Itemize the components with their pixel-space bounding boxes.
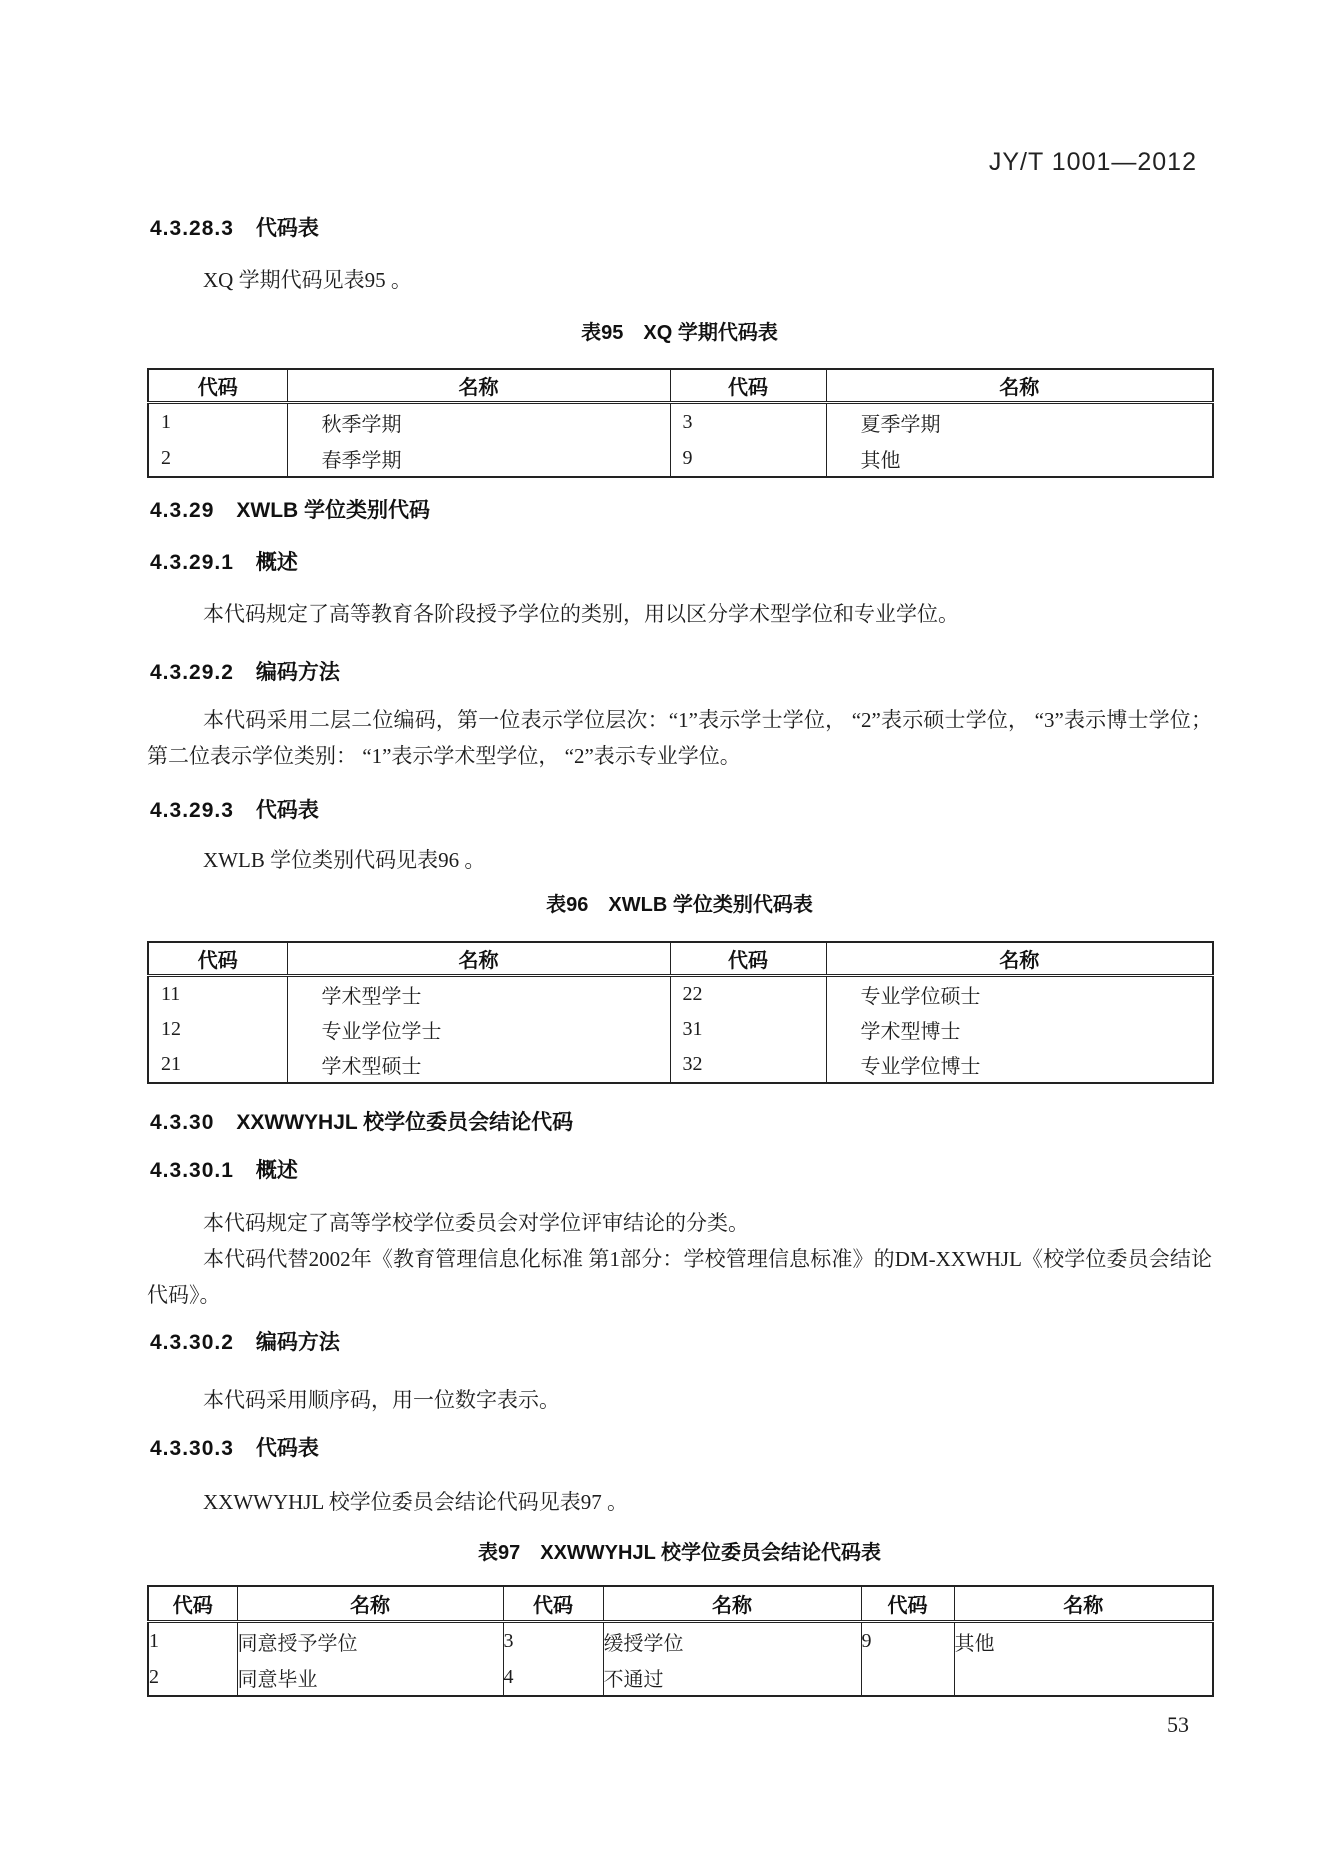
table97-cell: 同意毕业: [237, 1659, 503, 1696]
table95-cell: 秋季学期: [287, 403, 670, 441]
table97-header-cell: 名称: [954, 1586, 1213, 1622]
table96-cell: 22: [670, 976, 826, 1013]
section-number: 4.3.28.3: [150, 217, 234, 240]
table97-cell: 9: [861, 1622, 954, 1660]
section-number: 4.3.30.3: [150, 1437, 234, 1460]
table96-header-row: [148, 942, 1213, 976]
table96-header-cell: 名称: [826, 942, 1213, 976]
paragraph-coding-method-30: 本代码采用顺序码，用一位数字表示。: [203, 1388, 560, 1412]
table97-cell: 3: [503, 1622, 603, 1660]
table95-cell: 其他: [826, 440, 1213, 477]
table95-cell: 春季学期: [287, 440, 670, 477]
table95-cell: 1: [148, 403, 287, 441]
table97-title: 表97 XXWWYHJL 校学位委员会结论代码表: [478, 1542, 881, 1564]
table96-cell: 11: [148, 976, 287, 1013]
section-heading-4-3-30-2: [150, 1326, 1212, 1356]
section-title: 代码表: [255, 217, 319, 240]
table97-cell: [861, 1659, 954, 1696]
section-number: 4.3.29: [150, 499, 215, 522]
table97-header-cell: 代码: [861, 1586, 954, 1622]
paragraph-line: 本代码代替2002年《教育管理信息化标准 第1部分：学校管理信息标准》的DM-XXWHJL《校学位委员会结论代码》。: [147, 1247, 1212, 1307]
section-title: 概述: [255, 1159, 298, 1182]
section-heading-4-3-29-2: [150, 656, 1212, 686]
table95-cell: 9: [670, 440, 826, 477]
section-number: 4.3.29.1: [150, 551, 234, 574]
section-number: 4.3.29.2: [150, 661, 234, 684]
table95-header-cell: 代码: [148, 369, 287, 403]
table97-header-cell: 代码: [148, 1586, 237, 1622]
section-heading-4-3-28-3: [150, 212, 1212, 242]
section-title: XWLB 学位类别代码: [236, 499, 431, 522]
table97-header-cell: 名称: [237, 1586, 503, 1622]
section-heading-4-3-29-1: [150, 546, 1212, 576]
table96: [147, 941, 1214, 1084]
table-row: [148, 440, 1213, 477]
page-number: 53: [1167, 1712, 1189, 1737]
table97-cell: 其他: [954, 1622, 1213, 1660]
section-title: 代码表: [255, 799, 319, 822]
paragraph-overview-29: 本代码规定了高等教育各阶段授予学位的类别，用以区分学术型学位和专业学位。: [203, 602, 959, 626]
table95: [147, 368, 1214, 478]
section-heading-4-3-29: [150, 494, 1212, 524]
table-row: [148, 1622, 1213, 1660]
standard-code-header: JY/T 1001—2012: [988, 148, 1197, 176]
table96-cell: 12: [148, 1012, 287, 1047]
section-title: 概述: [255, 551, 298, 574]
section-title: XXWWYHJL 校学位委员会结论代码: [236, 1111, 574, 1134]
table97-cell: 1: [148, 1622, 237, 1660]
table96-title: 表96 XWLB 学位类别代码表: [546, 894, 813, 916]
table97: [147, 1585, 1214, 1697]
table-row: [148, 1659, 1213, 1696]
table96-cell: 31: [670, 1012, 826, 1047]
table95-header-cell: 代码: [670, 369, 826, 403]
section-title: 编码方法: [255, 661, 340, 684]
section-heading-4-3-30: [150, 1106, 1212, 1136]
paragraph-line: 本代码规定了高等学校学位委员会对学位评审结论的分类。: [203, 1211, 749, 1235]
table96-header-cell: 代码: [148, 942, 287, 976]
table95-header-cell: 名称: [826, 369, 1213, 403]
table96-cell: 学术型硕士: [287, 1047, 670, 1083]
paragraph-xwlb-ref: XWLB 学位类别代码见表96 。: [203, 848, 486, 872]
section-number: 4.3.30.1: [150, 1159, 234, 1182]
table97-header-row: [148, 1586, 1213, 1622]
table97-cell: [954, 1659, 1213, 1696]
table96-header-cell: 名称: [287, 942, 670, 976]
table97-cell: 缓授学位: [603, 1622, 861, 1660]
table95-cell: 3: [670, 403, 826, 441]
table96-cell: 学术型博士: [826, 1012, 1213, 1047]
table97-cell: 4: [503, 1659, 603, 1696]
table96-cell: 21: [148, 1047, 287, 1083]
section-number: 4.3.29.3: [150, 799, 234, 822]
table95-cell: 2: [148, 440, 287, 477]
section-title: 编码方法: [255, 1331, 340, 1354]
table-row: [148, 1012, 1213, 1047]
table95-header-cell: 名称: [287, 369, 670, 403]
table95-cell: 夏季学期: [826, 403, 1213, 441]
table97-cell: 2: [148, 1659, 237, 1696]
section-heading-4-3-30-1: [150, 1154, 1212, 1184]
table97-cell: 不通过: [603, 1659, 861, 1696]
table-row: [148, 403, 1213, 441]
paragraph-xq-ref: XQ 学期代码见表95 。: [203, 268, 412, 292]
paragraph-coding-method-29: 本代码采用二层二位编码，第一位表示学位层次：“1”表示学士学位， “2”表示硕士学位， “3”表示博士学位；第二位表示学位类别： “1”表示学术型学位， “2”表示专业学位。: [147, 708, 1212, 768]
table-row: [148, 1047, 1213, 1083]
section-heading-4-3-30-3: [150, 1432, 1212, 1462]
table95-title: 表95 XQ 学期代码表: [581, 322, 778, 344]
section-heading-4-3-29-3: [150, 794, 1212, 824]
table96-cell: 专业学位学士: [287, 1012, 670, 1047]
table96-header-cell: 代码: [670, 942, 826, 976]
table96-cell: 专业学位硕士: [826, 976, 1213, 1013]
section-number: 4.3.30: [150, 1111, 215, 1134]
section-number: 4.3.30.2: [150, 1331, 234, 1354]
table96-cell: 学术型学士: [287, 976, 670, 1013]
table97-cell: 同意授予学位: [237, 1622, 503, 1660]
table95-header-row: [148, 369, 1213, 403]
table97-header-cell: 代码: [503, 1586, 603, 1622]
table97-header-cell: 名称: [603, 1586, 861, 1622]
table-row: [148, 976, 1213, 1013]
paragraph-overview-30: [147, 1205, 1212, 1313]
section-title: 代码表: [255, 1437, 319, 1460]
paragraph-xxwwyhjl-ref: XXWWYHJL 校学位委员会结论代码见表97 。: [203, 1490, 629, 1514]
table96-cell: 专业学位博士: [826, 1047, 1213, 1083]
table96-cell: 32: [670, 1047, 826, 1083]
